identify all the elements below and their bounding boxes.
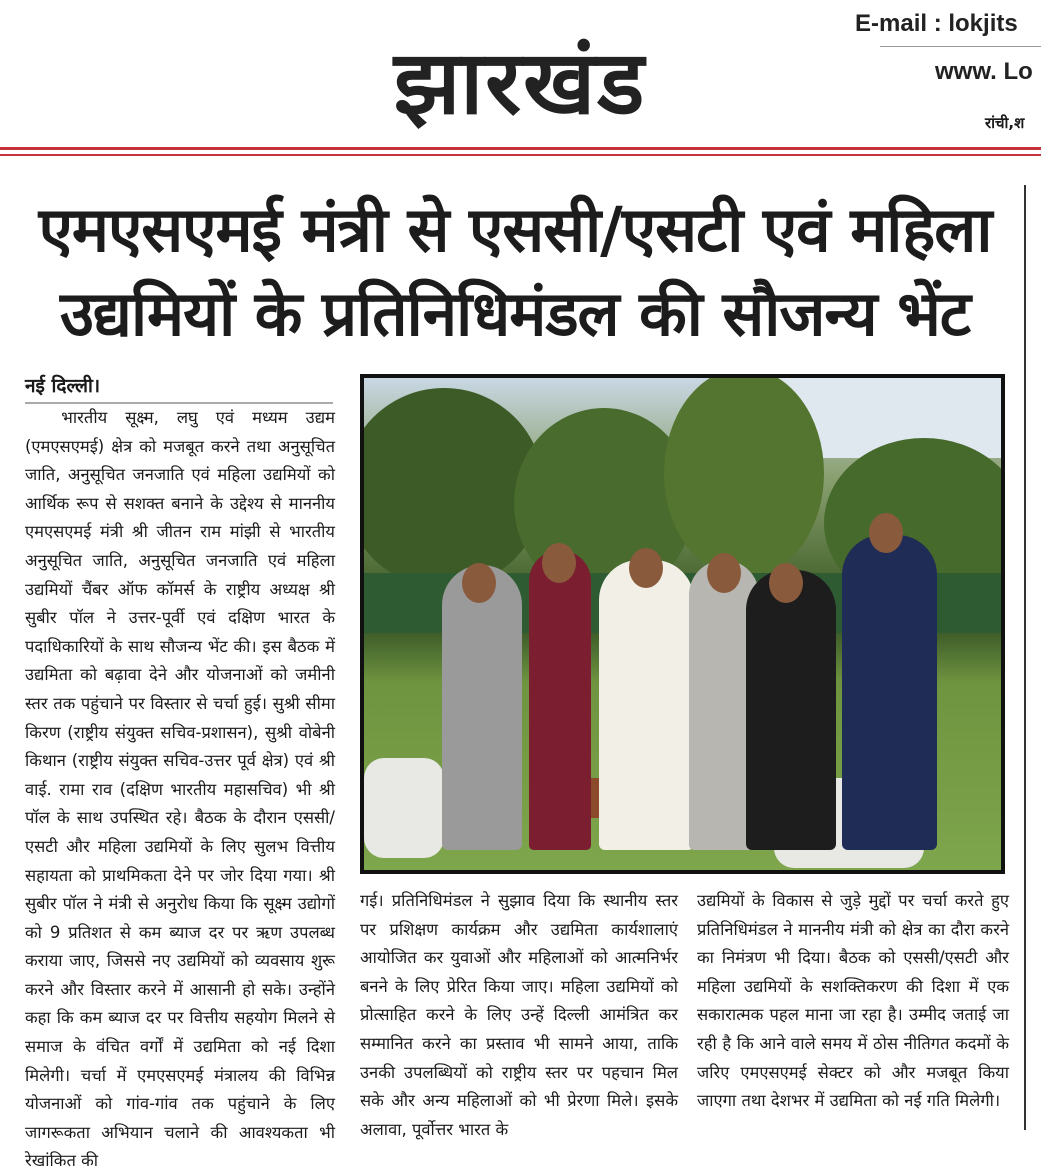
article-photo: [360, 374, 1005, 874]
photo-head: [542, 543, 576, 583]
masthead-place-date: रांची,श: [985, 114, 1025, 132]
photo-head: [629, 548, 663, 588]
photo-person: [746, 570, 836, 850]
article-column-1: भारतीय सूक्ष्म, लघु एवं मध्यम उद्यम (एमएसएमई) क्षेत्र को मजबूत करने तथा अनुसूचित जाति, अनुसूचित जनजाति एवं महिला उद्यमियों को आर्थिक रूप से सशक्त बनाने के उद्देश्य से माननीय एमएसएमई मंत्री श्री जीतन राम मांझी से भारतीय अनुसूचित जाति, अनुसूचित जनजाति एवं महिला उद्यमियों चैंबर ऑफ कॉमर्स के राष्ट्रीय अध्यक्ष श्री सुबीर पॉल ने उत्तर-पूर्वी एवं दक्षिण भारत के पदाधिकारियों के साथ सौजन्य भेंट की। इस बैठक में उद्यमिता को बढ़ावा देने और योजनाओं को जमीनी स्तर तक पहुंचाने पर विस्तार से चर्चा हुई। सुश्री सीमा किरण (राष्ट्रीय संयुक्त सचिव-प्रशासन), सुश्री वोबेनी किथान (राष्ट्रीय संयुक्त सचिव-उत्तर पूर्व क्षेत्र) एवं श्री वाई. रामा राव (दक्षिण भारतीय महासचिव) भी श्री पॉल के साथ उपस्थित रहे। बैठक के दौरान एससी/एसटी और महिला उद्यमियों के लिए सुलभ वित्तीय सहायता को प्राथमिकता देने पर जोर दिया गया। श्री सुबीर पॉल ने मंत्री से अनुरोध किया कि सूक्ष्म उद्योगों को 9 प्रतिशत से कम ब्याज दर पर ऋण उपलब्ध कराया जाए, जिससे नए उद्यमियों को व्यवसाय शुरू करने और विस्तार करने में आसानी हो सके। उन्होंने कहा कि कम ब्याज दर पर वित्तीय सहयोग मिलने से समाज के वंचित वर्गों में उद्यमिता को नई दिशा मिलेगी। चर्चा में एमएसएमई मंत्रालय की विभिन्न योजनाओं को गांव-गांव तक पहुंचाने के लिए जागरूकता अभियान चलाने की आवश्यकता भी रेखांकित की: [25, 408, 335, 1171]
photo-head: [707, 553, 741, 593]
headline-line-2: उद्यमियों के प्रतिनिधिमंडल की सौजन्य भेंट: [59, 277, 971, 350]
masthead-divider-bottom: [0, 154, 1041, 156]
photo-head: [462, 563, 496, 603]
dateline: नई दिल्ली।: [25, 375, 101, 397]
photo-chair: [364, 758, 444, 858]
column-divider-right: [1024, 185, 1026, 1130]
photo-person: [442, 565, 522, 850]
headline: [15, 188, 1015, 356]
article-column-3: उद्यमियों के विकास से जुड़े मुद्दों पर चर्चा करते हुए प्रतिनिधिमंडल ने माननीय मंत्री को क्षेत्र का दौरा करने का निमंत्रण भी दिया। बैठक को एससी/एसटी और महिला उद्यमियों के सशक्तिकरण की दिशा में एक सकारात्मक पहल माना जा रहा है। उम्मीद जताई जा रही है कि आने वाले समय में ठोस नीतिगत कदमों के जरिए एमएसएमई सेक्टर को और मजबूत किया जाएगा तथा देशभर में उद्यमिता को नई गति मिलेगी।: [697, 891, 1009, 1111]
photo-person: [842, 535, 937, 850]
masthead-email: E-mail : lokjits: [855, 10, 1018, 37]
photo-person: [529, 550, 591, 850]
masthead-email-rule: [880, 46, 1041, 47]
article-column-2: गई। प्रतिनिधिमंडल ने सुझाव दिया कि स्थानीय स्तर पर प्रशिक्षण कार्यक्रम और उद्यमिता कार्यशालाएं आयोजित कर युवाओं और महिलाओं को आत्मनिर्भर बनने के लिए प्रेरित किया जाए। महिला उद्यमियों को प्रोत्साहित करने के लिए उन्हें दिल्ली आमंत्रित कर सम्मानित करने का प्रस्ताव भी सामने आया, ताकि उनकी उपलब्धियों को राष्ट्रीय स्तर पर पहचान मिल सके और अन्य महिलाओं को भी प्रेरणा मिले। इसके अलावा, पूर्वोत्तर भारत के: [360, 891, 678, 1139]
photo-person: [599, 560, 694, 850]
masthead-website: www. Lo: [935, 58, 1033, 85]
photo-head: [869, 513, 903, 553]
photo-tree: [664, 374, 824, 578]
masthead-title: झारखंड: [393, 31, 647, 134]
headline-line-1: एमएसएमई मंत्री से एससी/एसटी एवं महिला: [38, 193, 992, 266]
photo-head: [769, 563, 803, 603]
masthead-divider-top: [0, 147, 1041, 150]
